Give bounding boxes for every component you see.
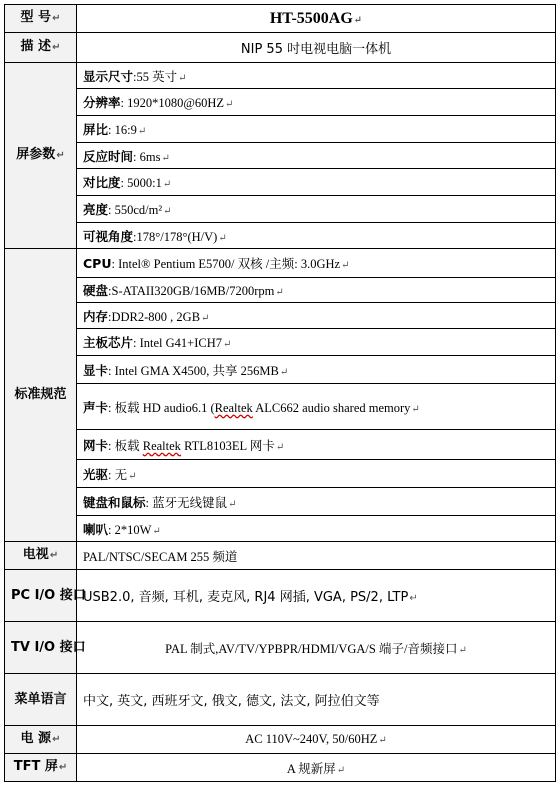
standard-item: 硬盘:S-ATAII320GB/16MB/7200rpm↵ (77, 278, 556, 303)
screen-row (5, 196, 556, 223)
standard-row (5, 516, 556, 542)
language-value: 中文, 英文, 西班牙文, 俄文, 德文, 法文, 阿拉伯文等 (77, 674, 556, 726)
standard-row (5, 303, 556, 329)
screen-row (5, 89, 556, 116)
tv-io-row (5, 622, 556, 674)
standard-specs-label: 标准规范 (5, 249, 77, 542)
standard-item: 键盘和鼠标: 蓝牙无线键鼠↵ (77, 488, 556, 516)
standard-row (5, 278, 556, 303)
tv-io-label: TV I/O 接口 (5, 622, 77, 674)
screen-item: 屏比: 16:9↵ (77, 116, 556, 143)
screen-row (5, 143, 556, 169)
standard-row (5, 249, 556, 278)
standard-item: CPU: Intel® Pentium E5700/ 双核 /主频: 3.0GHz↵ (77, 249, 556, 278)
screen-params-label: 屏参数↵ (5, 63, 77, 249)
pc-io-row (5, 570, 556, 622)
model-label: 型 号↵ (5, 5, 77, 33)
standard-row (5, 430, 556, 460)
standard-item: 光驱: 无↵ (77, 460, 556, 488)
standard-row (5, 488, 556, 516)
screen-item: 对比度: 5000:1↵ (77, 169, 556, 196)
screen-row (5, 223, 556, 249)
screen-item: 分辨率: 1920*1080@60HZ↵ (77, 89, 556, 116)
screen-item: 反应时间: 6ms↵ (77, 143, 556, 169)
power-label: 电 源↵ (5, 726, 77, 754)
tv-value: PAL/NTSC/SECAM 255 频道 (77, 542, 556, 570)
standard-row (5, 356, 556, 384)
screen-row (5, 169, 556, 196)
standard-row (5, 460, 556, 488)
description-value: NIP 55 吋电视电脑一体机 (77, 33, 556, 63)
screen-item: 可视角度:178°/178°(H/V)↵ (77, 223, 556, 249)
standard-row (5, 329, 556, 356)
power-row (5, 726, 556, 754)
screen-item: 显示尺寸:55 英寸↵ (77, 63, 556, 89)
screen-item: 亮度: 550cd/m²↵ (77, 196, 556, 223)
description-row (5, 33, 556, 63)
model-row (5, 5, 556, 33)
power-value: AC 110V~240V, 50/60HZ↵ (77, 726, 556, 754)
tft-value: A 规新屏↵ (77, 754, 556, 782)
language-row (5, 674, 556, 726)
pc-io-label: PC I/O 接口 (5, 570, 77, 622)
screen-row (5, 116, 556, 143)
spec-table (4, 4, 556, 782)
standard-item: 网卡: 板载 Realtek RTL8103EL 网卡↵ (77, 430, 556, 460)
description-label: 描 述↵ (5, 33, 77, 63)
standard-row (5, 384, 556, 430)
standard-item: 声卡: 板载 HD audio6.1 (Realtek ALC662 audio shared memory↵ (77, 384, 556, 430)
standard-item: 喇叭: 2*10W↵ (77, 516, 556, 542)
tv-label: 电视↵ (5, 542, 77, 570)
standard-item: 显卡: Intel GMA X4500, 共享 256MB↵ (77, 356, 556, 384)
standard-item: 内存:DDR2-800 , 2GB↵ (77, 303, 556, 329)
tft-label: TFT 屏↵ (5, 754, 77, 782)
tft-row (5, 754, 556, 782)
model-value: HT-5500AG↵ (77, 5, 556, 33)
screen-row (5, 63, 556, 89)
tv-row (5, 542, 556, 570)
standard-item: 主板芯片: Intel G41+ICH7↵ (77, 329, 556, 356)
language-label: 菜单语言 (5, 674, 77, 726)
pc-io-value: USB2.0, 音频, 耳机, 麦克风, RJ4 网插, VGA, PS/2, LTP↵ (77, 570, 556, 622)
tv-io-value: PAL 制式,AV/TV/YPBPR/HDMI/VGA/S 端子/音频接口↵ (77, 622, 556, 674)
